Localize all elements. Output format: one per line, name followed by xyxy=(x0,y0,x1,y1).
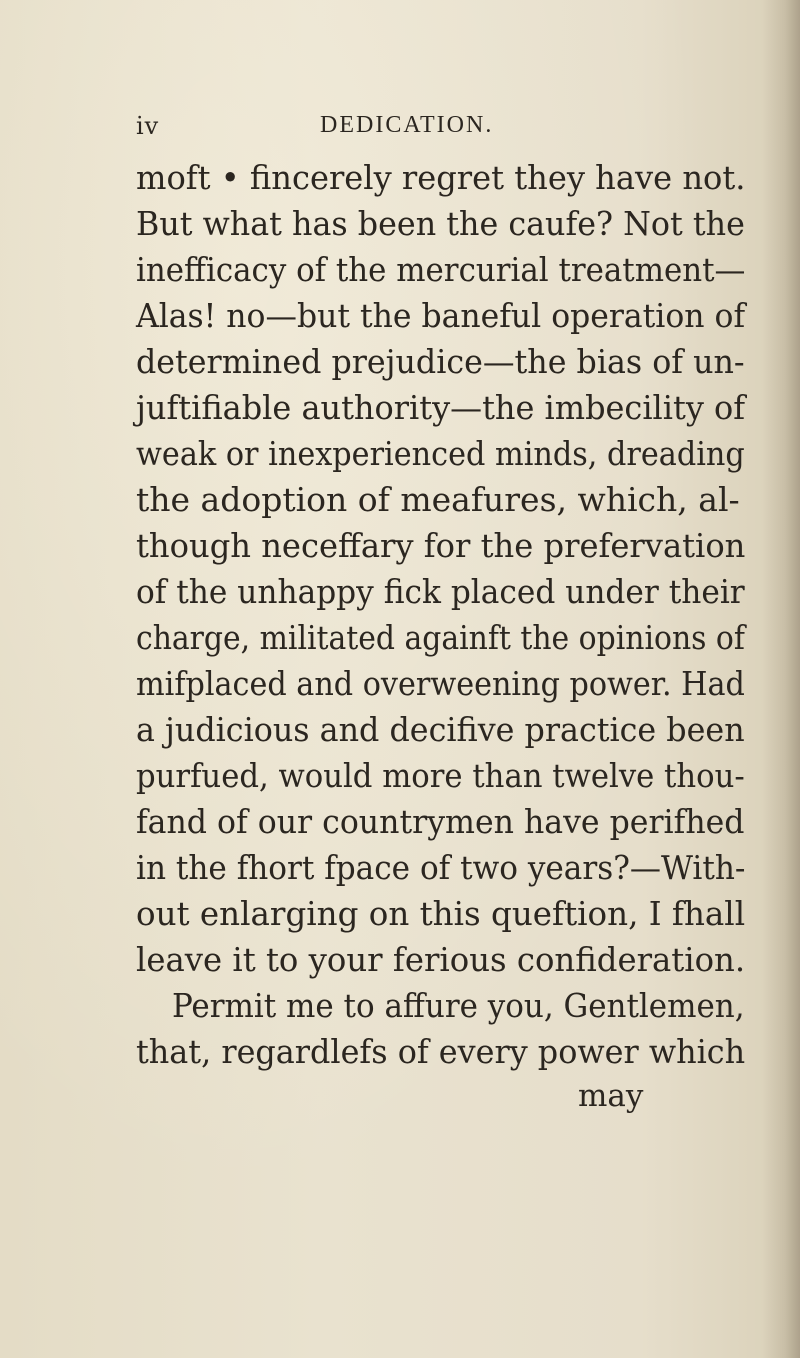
text-line: mifplaced and overweening power. Had xyxy=(136,664,745,703)
text-line: But what has been the caufe? Not the xyxy=(136,204,745,243)
text-line: out enlarging on this queftion, I fhall xyxy=(136,894,746,933)
page-number: iv xyxy=(136,112,160,140)
catchword: may xyxy=(578,1078,644,1114)
text-line: leave it to your ferious confideration. xyxy=(136,940,746,979)
text-line: weak or inexperienced minds, dreading xyxy=(136,434,745,473)
text-line: that, regardlefs of every power which xyxy=(136,1032,746,1071)
text-line: though neceffary for the prefervation xyxy=(136,526,746,565)
text-line: fand of our countrymen have perifhed xyxy=(136,802,745,841)
text-line: determined prejudice—the bias of un- xyxy=(136,342,745,381)
text-line: juftifiable authority—the imbecility of xyxy=(136,388,746,427)
text-line: in the fhort fpace of two years?—With- xyxy=(136,848,746,887)
text-line: charge, militated againft the opinions of xyxy=(136,618,745,657)
text-line: moft • fincerely regret they have not. xyxy=(136,158,746,197)
text-line: inefficacy of the mercurial treatment— xyxy=(136,250,746,289)
text-line: Alas! no—but the baneful operation of xyxy=(136,296,746,335)
text-line: purfued, would more than twelve thou- xyxy=(136,756,745,795)
text-line: Permit me to affure you, Gentlemen, xyxy=(172,986,745,1025)
text-line: the adoption of meafures, which, al- xyxy=(136,480,740,519)
text-line: a judicious and decifive practice been xyxy=(136,710,745,749)
header-title: DEDICATION. xyxy=(320,112,494,138)
text-line: of the unhappy fick placed under their xyxy=(136,572,745,611)
